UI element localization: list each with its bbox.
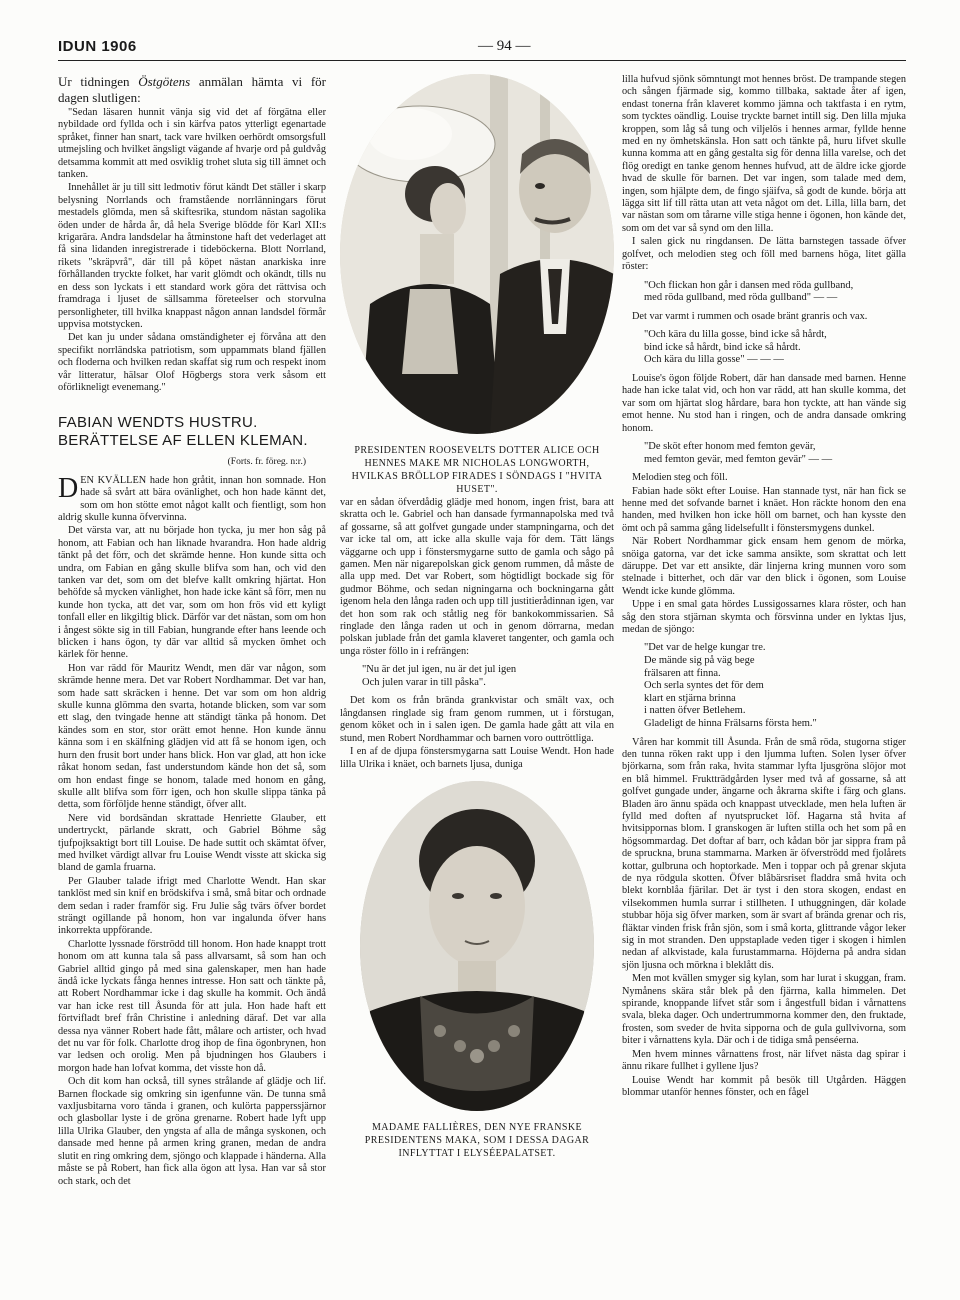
- intro-text: Ur tidningen: [58, 74, 139, 89]
- column-center: [340, 74, 614, 1244]
- magazine-masthead: IDUN 1906: [58, 38, 137, 55]
- song-verse: [644, 329, 906, 367]
- review-paragraph: Det kan ju under sådana omständigheter ej förvåna att den specifikt norrländska patriotism, som uppammats bland fjällen och floderna och hvilken redan skaffat sig rum och respekt inom vår litteratur, hälsar Olof Högbergs stora verk såsom ett oförlikneligt evenemang.": [58, 332, 326, 393]
- story-paragraph: Våren har kommit till Åsunda. Från de små röda, stugorna stiger den tunna röken rakt upp i den ljumma luften. Solen lyser öfver björkarna, som från raka, hvita stammar lyfta ljusgröna slöjor mot en blå himmel. Fruktträdgården lyser med två af gossarne, så att golfvet gungade under, ängarne och åkrarna skifte i färg och glans. Bladen äro ännu späda och knappast utvecklade, men hela luften är fylld med doften af nyutsprucket löf. Hagarna stå hvita af hvitsippornas blom. I granskogen är luften stilla och het som på en högsommardag. Det doftar af barr, och kådan bör jar sippra fram på de spruckna, bruna stammarna. Marken är öfverströdd med fjolårets kottar, gulbruna och hoptorkade. Men i toppar och på grenar skjuta de nya rödgula skotten. Öfver blåbärsriset fladdra små hvita och blekt kornblåa fjärilar. Det är tyst i den stora skogen, endast en vilsekommen humla surrar i stillheten. I uthuggningen, där kolade stubbar höja sig öfver marken, som är svart af brända grenar och ris, fläktar vinden frisk från sjön, som i små korta, glittrande vågor leker sig in mot stranden. Den uppstaplade veden tiger i skogen i himlen nedan af alkvistade, kala furustammarna. Höjderna på andra sidan sjön ljusna och mörkna i bleklått dis.: [622, 736, 906, 971]
- story-paragraph: Nere vid bordsändan skrattade Henriette Glauber, ett undertryckt, pärlande skratt, och Gabriel Böhme såg tjufpojksaktigt bort till Louise. De hade suttit och skämtat öfver, med hvilket värdigt allvar fru Louise Wendt visste att skicka sig bland de gamla fruarna.: [58, 812, 326, 874]
- verse-line: "Och kära du lilla gosse, bind icke så hårdt,: [644, 329, 827, 341]
- story-paragraph: Det värsta var, att nu började hon tycka, ju mer hon såg på honom, att Fabian och han liknade hvarandra. Hon hade aldrig tänkt på det förr, och det skrämde henne. Hon kunde sitta och undra, om Fabian en gång skulle blifva som han, och vid den tanken var det, som om det blefve kallt omkring hjärtat. Hon behöfde så mycken vänlighet, hon hade icke känt så förr, men nu kunde hon tycka, att det var, som om hon frös vid ett kyligt tonfall eller en likgiltig blick. Därför var det nästan, som om hon i ångest sökte sig in till Fabian, hungrande efter hans leende och blicken i hans ögon, ty där var alltid så mycken ömhet och kärlek för henne.: [58, 525, 326, 661]
- page-header: [58, 38, 906, 64]
- verse-line: Och kära du lilla gosse" — — —: [644, 354, 784, 366]
- story-paragraph: Melodien steg och föll.: [632, 472, 728, 484]
- story-paragraph: lilla hufvud sjönk sömntungt mot hennes bröst. De trampande stegen och sången fjärmade sig, kommo tillbaka, saktade åter af igen, endast tonerna från klaveret kommo jämna och taktfasta i en rytm, som tycktes oändlig. Louise tryckte barnet intill sig. Den lilla mjuka kroppen, som låg så tung och viljelös i hennes armar, fyllde henne med en ny ömhetskänsla. Hon satt och tänkte på, huru lifvet skulle kunna komma att en gång gestalta sig för denna lilla varelse, och det flög oredigt en tanke genom hennes hufvud, att de äldre icke gjorde hvad de skulle för barnen. Det var ingen, som talade med dem, ingen, som hjälpte dem, de fingo sjäifva, så godt de kunde. börja att lägga sitt lif till rätta utan att veta något om det. Lilla, lilla barn, det var nästan som om tårarne ville stiga henne i ögonen, hon kände det, som om det var så synd om den lilla.: [622, 74, 906, 234]
- photo-caption-roosevelt: PRESIDENTEN ROOSEVELTS DOTTER ALICE OCH HENNES MAKE MR NICHOLAS LONGWORTH, HVILKAS BRÖLLOP FIRADES I SÖNDAGS I "HVITA HUSET".: [351, 445, 603, 495]
- story-paragraph: Per Glauber talade ifrigt med Charlotte Wendt. Han skar tanklöst med sin knif en brödskifva i små, små bitar och ordnade dem sedan i rader framför sig. Fru Julie såg tvärs öfver bordet strängt ogillande på honom, hon var ingalunda öfver hans inkorrekta uppförande.: [58, 875, 326, 937]
- song-verse: [644, 642, 906, 730]
- photo-roosevelt-longworth: [340, 74, 614, 434]
- story-paragraph: Louise's ögon följde Robert, där han dansade med barnen. Henne hade han icke talat vid, och hon var rädd, att han skulle komma, det var som om hjärtat slog hårdare, bara hon tyckte, att han vände sig emot henne. Nu stod han i ringen, och de andra dansade omkring honom.: [622, 372, 906, 434]
- verse-line: "De sköt efter honom med femton gevär,: [644, 440, 816, 452]
- story-paragraph: Uppe i en smal gata hördes Lussigossarnes klara röster, och han såg den stora stjärnan skymta och försvinna under en lyktas ljus, medan de sjöngo:: [622, 599, 906, 635]
- song-verse: [362, 664, 614, 689]
- verse-line: frälsaren att finna.: [644, 667, 721, 679]
- story-paragraph: I salen gick nu ringdansen. De lätta barnstegen tassade öfver golfvet, och melodien steg och föll med barnens höga, litet gälla röster:: [622, 236, 906, 273]
- couple-portrait-illustration: [340, 74, 614, 434]
- article-title: FABIAN WENDTS HUSTRU. BERÄTTELSE AF ELLEN KLEMAN.: [58, 414, 308, 450]
- story-paragraph: Men mot kvällen smyger sig kylan, som har lurat i skuggan, fram. Nymånens skära står blek på den fjärrna, kalla himmelen. Det spirande, knoppande lifvet står som i ångestfull bidan i vårnattens svala, bleka dager. Och undertrummorna kommer den, den fruktade, frosten, som sveder de hvita sipporna och de gula gullvivorna, som biter i vårnattens kyla. Där och i de tidiga små penséerna.: [622, 973, 906, 1047]
- intro-source: Östgötens: [138, 74, 191, 89]
- verse-line: med röda gullband, med röda gullband" — —: [644, 292, 838, 304]
- column-right: [622, 74, 906, 1244]
- story-paragraph: Och dit kom han också, till synes strålande af glädje och lif. Barnen flockade sig omkring sin igenfunne vän. De tunna små vaxljusbitarna voro tända i granen, och kulörta papperssjärnor och glasbollar lyste i de gröna grenarne. Robert hade lyft upp lilla Ulrika Glauber, den yngsta af alla de många syskonen, och dansade med henne på armen kring granen, medan de andra slutit en ring omkring dem, sjöngo och klappade i händerna. Alla måste se på Robert, han fick alla ögon att lysa. Han var så stor och stark, och det: [58, 1076, 326, 1187]
- review-paragraph: "Sedan läsaren hunnit vänja sig vid det af förgätna eller nybildade ord fyllda och i sin kärfva patos ytterligt egenartade språket, finner han snart, tack vare hvilken oerhördt omsorgsfull utmejsling och hvilket ängsligt vägande af hvarje ord på guldvåg detsamma kommit att med osviklig trohet sluta sig till ämnet och tanken.: [58, 107, 326, 181]
- drop-cap: D: [58, 472, 79, 504]
- story-text: EN KVÄLLEN hade hon gråtit, innan hon somnade. Hon hade så svårt att bära ovänlighet, och hon hade kännt det, som om hon stötte emot något kallt och fientligt, som hon aldrig skulle kunna öfvervinna.: [58, 474, 326, 523]
- song-verse: [644, 441, 906, 466]
- story-paragraph: var en sådan öfverdådig glädje med honom, ingen frist, bara att skratta och le. Gabriel och han dansade fyrmannapolska med två af gossarne, så att golfvet gungade under stampningarna, och det var icke tal om, att icke alla skulle vaja för dem. Tätt längs väggarne och upp i fönstersmygarne sutto de gamla och sågo på gamen. Men när nigarepolskan gick genom rummen, då måste de alla upp med. Det var Robert, som högtidligt bockade sig för gudmor Böhme, och sedan nigningarna och bockningarna gått igenom hela den långa raden och upp till justitierådinnan igen, var det hon som rak och ståtlig neg för bankokommissarien. Så ringlade den långa raden ut och in genom dörrarna, medan polskan jublade från det gamla klaveret tangenter, och gamla och unga röster föllo in i refrängen:: [340, 497, 614, 657]
- story-paragraph: Charlotte lyssnade förströdd till honom. Hon hade knappt trott honom om att kunna tala så pass allvarsamt, så som han och Gabriel alltid gingo på med sina galenskaper, men han hade ändå icke lyckats fånga hennes intresse. Hon satt och tänkte på, att Robert Nordhammar icke i dag skulle ha kommit. Och ändå var han icke rest till Åsunda för att jula. Hon hade haft ett förtvifladt bref från Christine i anledning däraf. Det var alla dessa nya vänner Robert hade fått, målare och artister, och hvad det nu var för folk. Charlotte drog ihop de fina ögonbrynen, hon var ledsen och orolig. Men på bjudningen hos Glaubers i morgon hade han lofvat komma, det visste hon då.: [58, 938, 326, 1074]
- verse-line: i natten öfver Betlehem.: [644, 705, 746, 717]
- story-paragraph: När Robert Nordhammar gick ensam hem genom de mörka, snöiga gatorna, var det icke samma ansikte, som skrattat och lett däruppe. Det var ett ansikte, där linjerna kring munnen voro som stelnade i bitterhet, och där var den blick i ögonen, som Louise Wendt icke kunde glömma.: [622, 536, 906, 597]
- header-rule: [58, 60, 906, 61]
- verse-line: med femton gevär, med femton gevär" — —: [644, 453, 833, 465]
- photo-madame-fallieres: [360, 781, 594, 1111]
- intro-paragraph: [58, 74, 326, 106]
- verse-line: klart en stjärna brinna: [644, 692, 736, 704]
- page-number: — 94 —: [478, 38, 531, 54]
- story-paragraph: I en af de djupa fönstersmygarna satt Louise Wendt. Hon hade lilla Ulrika i knäet, och barnets ljusa, duniga: [340, 746, 614, 770]
- intro-text-rest: anmälan hämta vi för dagen slutligen:: [58, 74, 326, 105]
- fallieres-portrait-illustration: [360, 781, 594, 1111]
- verse-line: "Och flickan hon går i dansen med röda gullband,: [644, 279, 854, 291]
- song-verse: [644, 280, 906, 305]
- story-paragraph: Men hvem minnes vårnattens frost, när lifvet nästa dag spirar i ännu rikare fullhet i gyllene ljus?: [622, 1048, 906, 1073]
- story-paragraph: Louise Wendt har kommit på besök till Utgården. Häggen blommar utanför hennes fönster, och en fågel: [622, 1074, 906, 1098]
- story-paragraph: Fabian hade sökt efter Louise. Han stannade tyst, när han fick se henne med det sofvande barnet i knäet. Hon räckte honom den ena handen, med hvilken hon icke höll om barnet, och han kysste den ömt och på samma gång lidelsefullt i fönstersmygens dunkel.: [622, 485, 906, 534]
- verse-line: Gladeligt de hinna Frälsarns första hem.": [644, 717, 817, 729]
- verse-line: "Nu är det jul igen, nu är det jul igen: [362, 664, 517, 676]
- continuation-note: (Forts. fr. föreg. n:r.): [227, 457, 306, 468]
- verse-line: De mände sig på väg bege: [644, 654, 755, 666]
- verse-line: "Det var de helge kungar tre.: [644, 642, 766, 654]
- story-paragraph: [58, 472, 326, 525]
- story-paragraph: Hon var rädd för Mauritz Wendt, men där var någon, som skrämde henne mera. Det var Robert Nordhammar. Det var han, som hade satt skräcken i henne. Det var som om hon aldrig skulle kunna glömma den svarta, hotande blicken, som var som ett slag, den tvingade henne att ständigt tänka på honom. Det kändes som en stor, stor orätt emot henne. Hon kunde ännu känna som i en skälfning glädjen vid att få se honom igen, och hurn den frusit bort under hans blick. Hon var glad, att hon icke råkat honom sedan, fast understundom kände hon det så, som om hon endast finge se honom, talade med honom en gång, skulle allt blifva som förr igen, och hon skulle slippa tänka på detta, som förföljde henne ständigt, öfver allt.: [58, 662, 326, 811]
- verse-line: Och julen varar in till påska".: [362, 676, 486, 688]
- photo-caption-fallieres: MADAME FALLIÈRES, DEN NYE FRANSKE PRESIDENTENS MAKA, SOM I DESSA DAGAR INFLYTTAT I ELYSÉEPALATSET.: [364, 1121, 590, 1159]
- verse-line: Och serla syntes det för dem: [644, 680, 764, 692]
- verse-line: bind icke så hårdt, bind icke så hårdt.: [644, 341, 801, 353]
- story-paragraph: Det kom os från brända grankvistar och smält vax, och långdansen ringlade sig fram genom rummen, ut i förstugan, genom köket och in i salen igen. De gamla hade gått att vila en stund, men Robert Nordhammar och barnen voro outtröttliga.: [340, 695, 614, 744]
- column-left: [58, 74, 326, 1244]
- review-paragraph: Innehållet är ju till sitt ledmotiv förut kändt Det ställer i skarp belysning Norrlands och framstående norrlänningars förut mestadels glömda, men så skiftesrika, stundom nästan sagolika öden under de hårda år, då hela Sverige blödde för Karl XII:s krigarära. Andra landsdelar ha åtminstone haft det vederlaget att få sina lidanden inregistrerade i tideböckerna. Blott Norrland, rikets "skräpvrå", där till på köpet nästan anarkiska inre förhållanden tryckte folket, har varit glömdt och okändt, tills nu en dess son lyckats i ett standard work göra det rättvisa och framdraga i ljuset de sällsamma företeelser och storvulna personligheter, till hvilka knappast någon annan landsdel förmår uppvisa motstycken.: [58, 182, 326, 330]
- story-paragraph: Det var varmt i rummen och osade bränt granris och vax.: [632, 310, 868, 322]
